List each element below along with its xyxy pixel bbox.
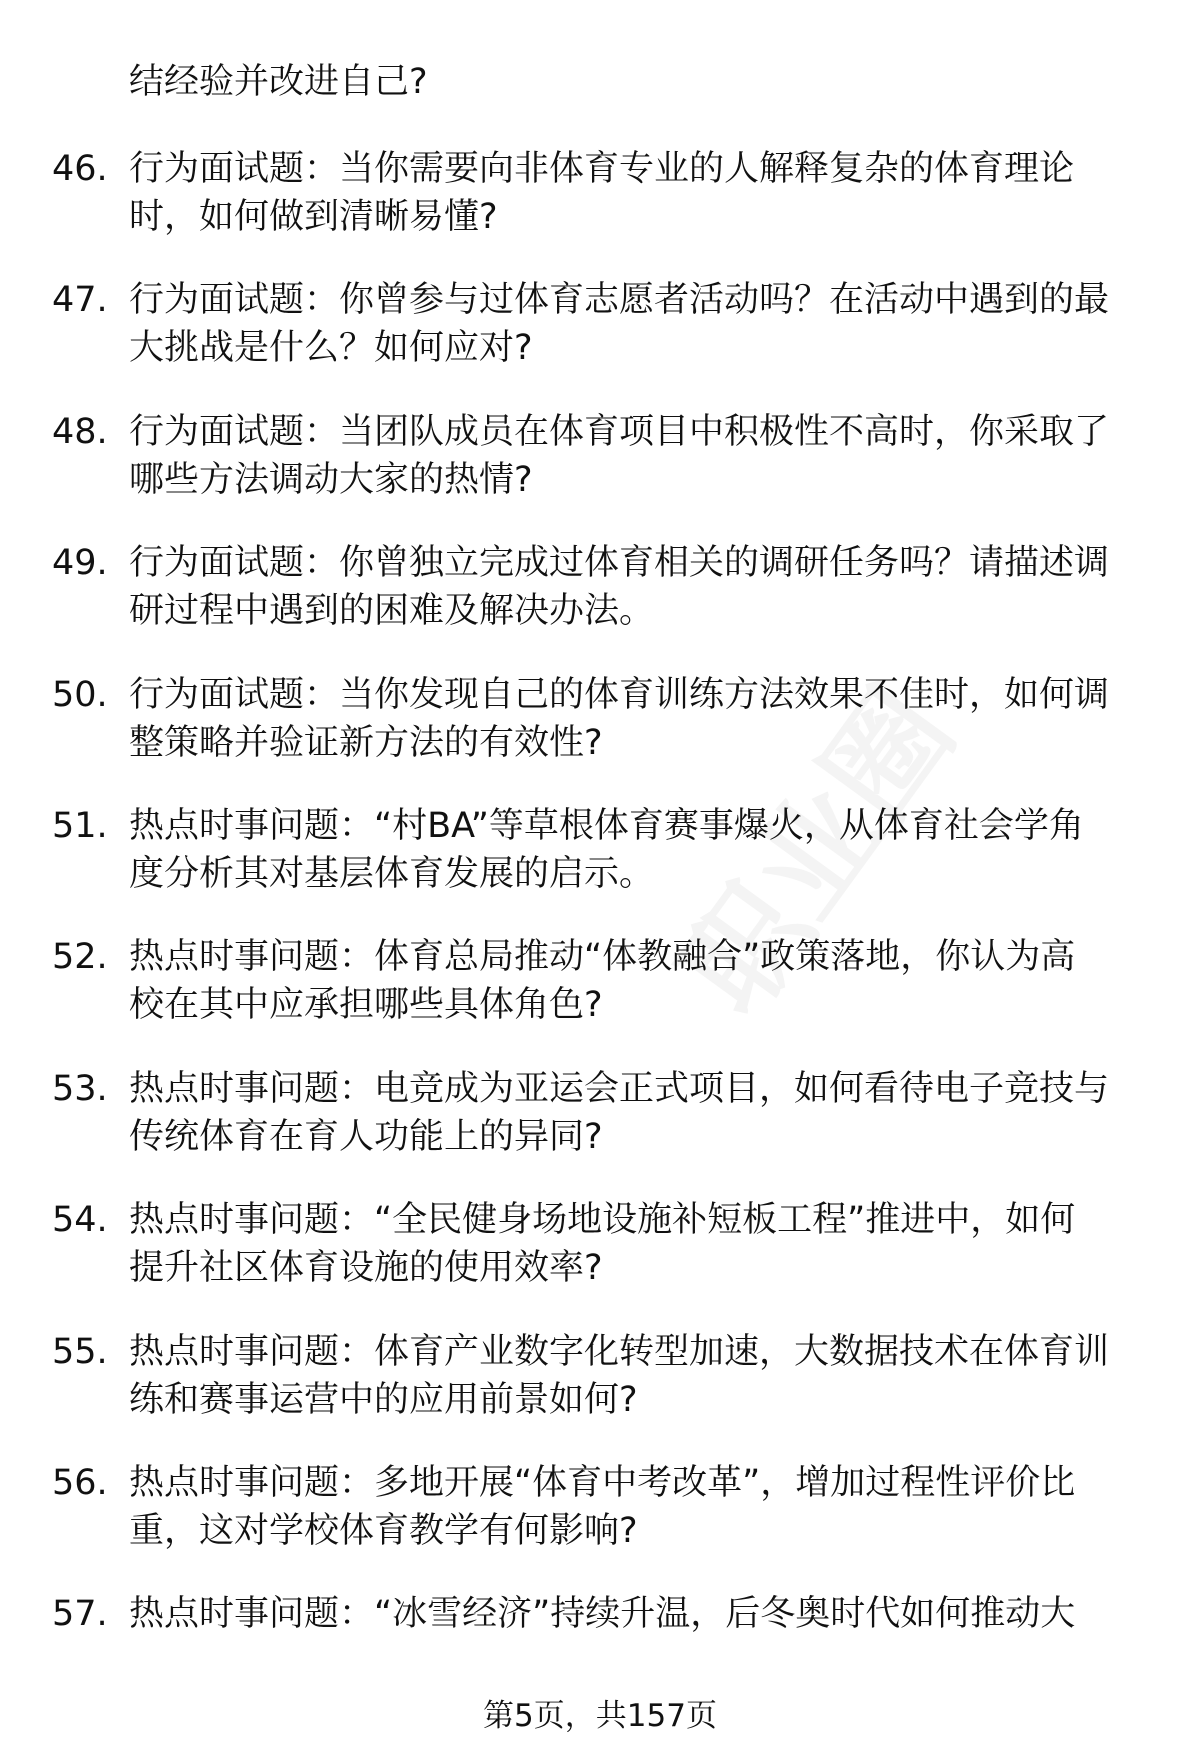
question-text <box>129 145 1149 241</box>
question-number: 46. <box>52 149 108 189</box>
question-item-46 <box>52 145 1152 276</box>
question-number: 56. <box>52 1462 108 1503</box>
question-number: 51. <box>52 805 108 846</box>
question-item-49 <box>52 539 1152 670</box>
question-number: 49. <box>52 543 108 584</box>
question-line: 传统体育在育人功能上的异同? <box>129 1116 603 1157</box>
question-number: 50. <box>52 674 108 715</box>
question-line: 热点时事问题：体育产业数字化转型加速，大数据技术在体育训 <box>129 1331 1110 1372</box>
question-line: 热点时事问题：“村BA”等草根体育赛事爆火，从体育社会学角 <box>129 805 1084 846</box>
question-item-51 <box>52 802 1152 933</box>
page-footer: 第5页，共157页 <box>483 1698 717 1734</box>
question-line: 度分析其对基层体育发展的启示。 <box>129 853 655 894</box>
question-item-47 <box>52 276 1152 407</box>
question-line: 行为面试题：当你需要向非体育专业的人解释复杂的体育理论 <box>129 149 1075 189</box>
question-line: 整策略并验证新方法的有效性? <box>129 722 603 763</box>
continuation-line: 结经验并改进自己? <box>129 62 428 102</box>
question-text <box>129 1459 1149 1555</box>
question-number: 57. <box>52 1594 108 1635</box>
question-line: 热点时事问题：体育总局推动“体教融合”政策落地，你认为高 <box>129 937 1076 978</box>
question-text <box>129 276 1149 372</box>
question-text <box>129 1196 1149 1292</box>
question-line: 哪些方法调动大家的热情? <box>129 459 533 500</box>
question-text <box>129 408 1149 504</box>
question-number: 48. <box>52 411 108 452</box>
question-text <box>129 1590 1149 1638</box>
question-line: 练和赛事运营中的应用前景如何? <box>129 1379 638 1420</box>
question-text <box>129 1328 1149 1424</box>
question-text <box>129 1065 1149 1161</box>
question-line: 行为面试题：你曾独立完成过体育相关的调研任务吗？请描述调 <box>129 543 1110 584</box>
question-line: 提升社区体育设施的使用效率? <box>129 1248 603 1289</box>
question-line: 行为面试题：你曾参与过体育志愿者活动吗？在活动中遇到的最 <box>129 280 1110 321</box>
question-text <box>129 802 1149 898</box>
question-line: 重，这对学校体育教学有何影响? <box>129 1510 638 1551</box>
question-item-55 <box>52 1328 1152 1459</box>
question-text <box>129 539 1149 635</box>
question-line: 校在其中应承担哪些具体角色? <box>129 985 603 1026</box>
question-item-54 <box>52 1196 1152 1327</box>
question-item-56 <box>52 1459 1152 1590</box>
question-line: 大挑战是什么？如何应对? <box>129 328 533 369</box>
question-line: 热点时事问题：“冰雪经济”持续升温，后冬奥时代如何推动大 <box>129 1594 1076 1635</box>
question-number: 54. <box>52 1200 108 1241</box>
question-number: 53. <box>52 1068 108 1109</box>
question-line: 研过程中遇到的困难及解决办法。 <box>129 591 655 632</box>
question-item-48 <box>52 408 1152 539</box>
question-list <box>52 145 1152 1722</box>
question-number: 47. <box>52 280 108 321</box>
question-text <box>129 933 1149 1029</box>
question-line: 时，如何做到清晰易懂? <box>129 197 498 237</box>
question-text <box>129 671 1149 767</box>
question-line: 热点时事问题：“全民健身场地设施补短板工程”推进中，如何 <box>129 1200 1076 1241</box>
question-item-52 <box>52 933 1152 1064</box>
question-line: 行为面试题：当团队成员在体育项目中积极性不高时，你采取了 <box>129 411 1110 452</box>
question-item-50 <box>52 671 1152 802</box>
question-line: 热点时事问题：电竞成为亚运会正式项目，如何看待电子竞技与 <box>129 1068 1110 1109</box>
question-number: 55. <box>52 1331 108 1372</box>
question-line: 热点时事问题：多地开展“体育中考改革”，增加过程性评价比 <box>129 1462 1076 1503</box>
question-item-53 <box>52 1065 1152 1196</box>
question-line: 行为面试题：当你发现自己的体育训练方法效果不佳时，如何调 <box>129 674 1110 715</box>
question-number: 52. <box>52 937 108 978</box>
